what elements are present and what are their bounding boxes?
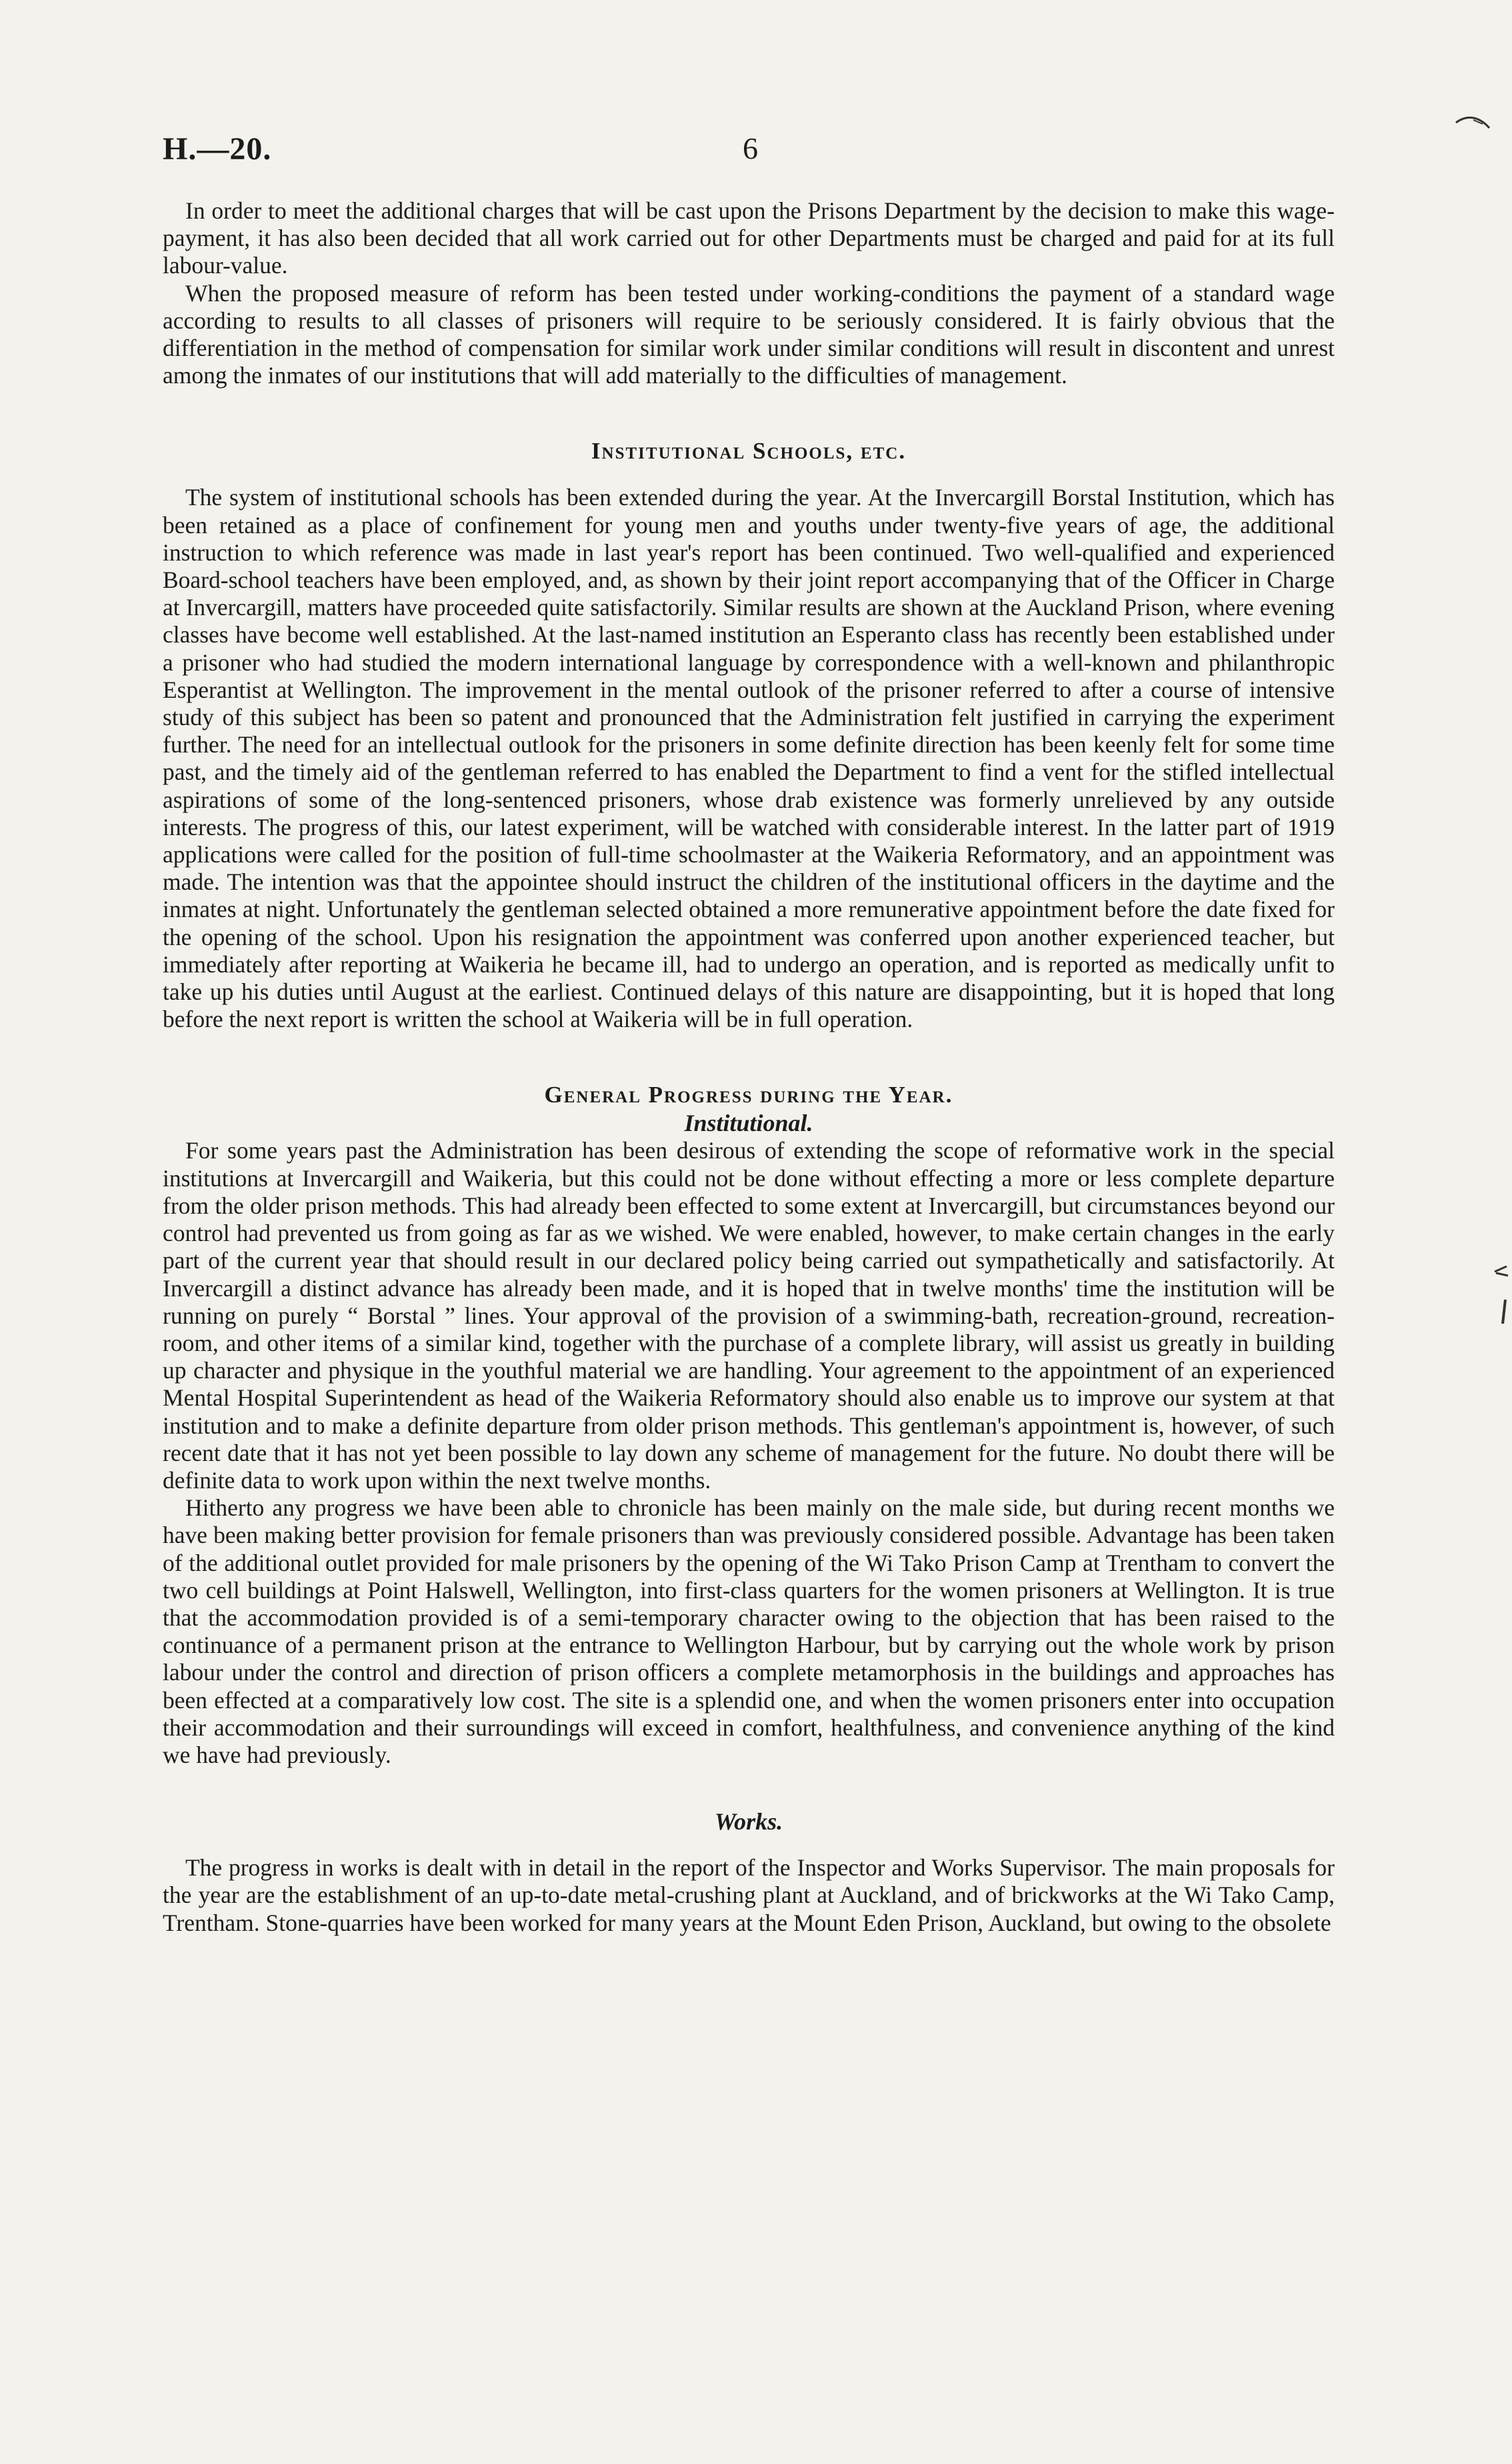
paragraph: When the proposed measure of reform has been tested under working-conditions the payment of a standard wage according to results to all classes of prisoners will require to be seriously considered. It is fairly obvious that the differentiation in the method of compensation for similar work under similar conditions will result in discontent and unrest among the inmates of our institutions that will add materially to the difficulties of management. bbox=[163, 279, 1335, 389]
subheading-institutional: Institutional. bbox=[684, 1110, 813, 1137]
paragraph: The progress in works is dealt with in detail in the report of the Inspector and Works Supervisor. The main proposals for the year are the establishment of an up-to-date metal-crushing plant at Auckland, and of brickworks at the Wi Tako Camp, Trentham. Stone-quarries have been worked for many years at the Mount Eden Prison, Auckland, but owing to the obsolete bbox=[163, 1854, 1335, 1936]
page-header bbox=[163, 131, 1349, 177]
margin-binding-mark bbox=[1493, 1260, 1511, 1333]
paragraph: Hitherto any progress we have been able to chronicle has been mainly on the male side, but during recent months we have been making better provision for female prisoners than was previously considered possible. Advantage has been taken of the additional outlet provided for male prisoners by the opening of the Wi Tako Prison Camp at Trentham to convert the two cell buildings at Point Halswell, Wellington, into first-class quarters for the women prisoners at Wellington. It is true that the accommodation provided is of a semi-temporary character owing to the objection that has been raised to the continuance of a permanent prison at the entrance to Wellington Harbour, but by carrying out the whole work by prison labour under the control and direction of prison officers a complete metamorphosis in the buildings and approaches has been effected at a comparatively low cost. The site is a splendid one, and when the women prisoners enter into occupation their accommodation and their surroundings will exceed in comfort, healthfulness, and convenience anything of the kind we have had previously. bbox=[163, 1494, 1335, 1768]
subheading-works: Works. bbox=[714, 1808, 783, 1836]
page-corner-mark bbox=[1453, 113, 1493, 140]
paragraph: For some years past the Administration has been desirous of extending the scope of reformative work in the special institutions at Invercargill and Waikeria, but this could not be done without effecting a more or less complete departure from the older prison methods. This had already been effected to some extent at Invercargill, but circumstances beyond our control had prevented us from going as far as we wished. We were enabled, however, to make certain changes in the early part of the current year that should result in our declared policy being carried out sympathetically and satisfactorily. At Invercargill a distinct advance has already been made, and it is hoped that in twelve months' time the institution will be running on purely “ Borstal ” lines. Your approval of the provision of a swimming-bath, recreation-ground, recreation-room, and other items of a similar kind, together with the purchase of a complete library, will assist us greatly in building up character and physique in the youthful material we are handling. Your agreement to the appointment of an experienced Mental Hospital Superintendent as head of the Waikeria Reformatory should also enable us to improve our system at that institution and to make a definite departure from older prison methods. This gentleman's appointment is, however, of such recent date that it has not yet been possible to lay down any scheme of management for the future. No doubt there will be definite data to work upon within the next twelve months. bbox=[163, 1137, 1335, 1494]
page-number: 6 bbox=[743, 131, 758, 165]
paragraph: The system of institutional schools has been extended during the year. At the Invercargill Borstal Institution, which has been retained as a place of confinement for young men and youths under twenty-five years of age, the additional instruction to which reference was made in last year's report has been continued. Two well-qualified and experienced Board-school teachers have been employed, and, as shown by their joint report accompanying that of the Officer in Charge at Invercargill, matters have proceeded quite satisfactorily. Similar results are shown at the Auckland Prison, where evening classes have become well established. At the last-named institution an Esperanto class has recently been established under a prisoner who had studied the modern international language by correspondence with a well-known and philanthropic Esperantist at Wellington. The improvement in the mental outlook of the prisoner referred to after a course of intensive study of this subject has been so patent and pronounced that the Administration felt justified in carrying the experiment further. The need for an intellectual outlook for the prisoners in some definite direction has been keenly felt for some time past, and the timely aid of the gentleman referred to has enabled the Department to find a vent for the stifled intellectual aspirations of some of the long-sentenced prisoners, whose drab existence was formerly unrelieved by any outside interests. The progress of this, our latest experiment, will be watched with considerable interest. In the latter part of 1919 applications were called for the position of full-time schoolmaster at the Waikeria Reformatory, and an appointment was made. The intention was that the appointee should instruct the children of the institutional officers in the daytime and the inmates at night. Unfortunately the gentleman selected obtained a more remunerative appointment before the date fixed for the opening of the school. Upon his resignation the appointment was conferred upon another experienced teacher, but immediately after reporting at Waikeria he became ill, had to undergo an operation, and is reported as medically unfit to take up his duties until August at the earliest. Continued delays of this nature are disappointing, but it is hoped that long before the next report is written the school at Waikeria will be in full operation. bbox=[163, 484, 1335, 1033]
paragraph: In order to meet the additional charges that will be cast upon the Prisons Department by the decision to make this wage-payment, it has also been decided that all work carried out for other Departments must be charged and paid for at its full labour-value. bbox=[163, 197, 1335, 279]
section-heading-schools: Institutional Schools, etc. bbox=[591, 438, 907, 465]
section-heading-progress: General Progress during the Year. bbox=[544, 1082, 953, 1108]
document-body bbox=[163, 197, 1335, 1937]
document-code: H.—20. bbox=[163, 131, 272, 167]
